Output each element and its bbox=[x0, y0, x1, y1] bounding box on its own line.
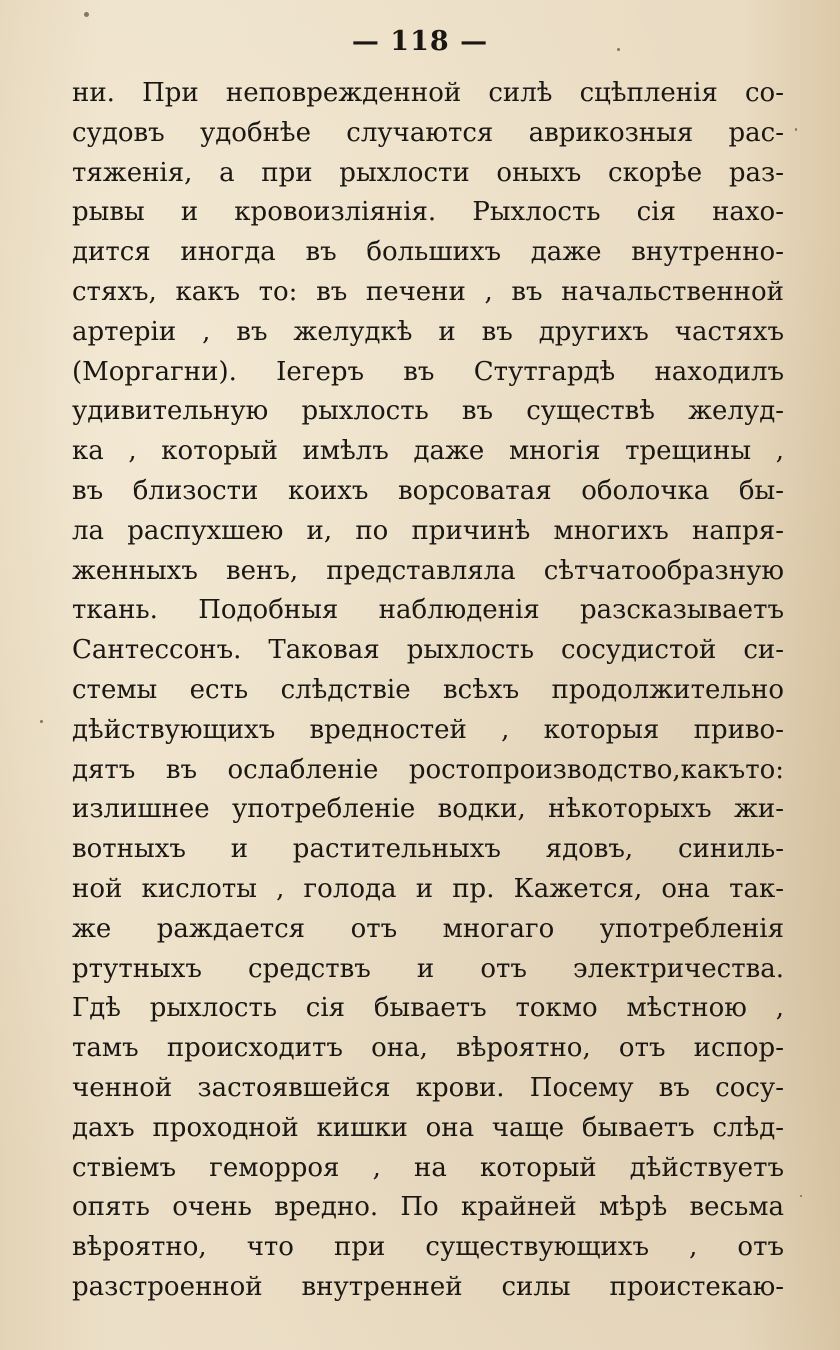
text-line: же раждается отъ многаго употребленія bbox=[72, 913, 784, 944]
text-line: дится иногда въ большихъ даже внутренно- bbox=[72, 237, 784, 268]
text-line: ни. При неповрежденной силѣ сцѣпленія со- bbox=[72, 78, 784, 108]
text-line: излишнее употребленіе водки, нѣкоторыхъ жи- bbox=[72, 794, 784, 825]
text-line: стяхъ, какъ то: въ печени , въ начальственной bbox=[72, 276, 784, 307]
text-line: опять очень вредно. По крайней мѣрѣ весьма bbox=[72, 1192, 784, 1223]
ink-speck bbox=[84, 12, 89, 17]
text-line: удивительную рыхлость въ существѣ желуд- bbox=[72, 396, 784, 427]
page-number: — 118 — bbox=[351, 26, 489, 57]
text-line: стемы есть слѣдствіе всѣхъ продолжительно bbox=[72, 674, 784, 705]
text-line: въ близости коихъ ворсоватая оболочка бы- bbox=[72, 475, 784, 506]
text-line: ткань. Подобныя наблюденія разсказываетъ bbox=[72, 595, 784, 626]
text-line: Сантессонъ. Таковая рыхлость сосудистой си- bbox=[72, 635, 784, 666]
text-line: ртутныхъ средствъ и отъ электричества. bbox=[72, 953, 784, 984]
text-line: артеріи , въ желудкѣ и въ другихъ частяхъ bbox=[72, 316, 784, 347]
text-line: рывы и кровоизліянія. Рыхлость сія нахо- bbox=[72, 197, 784, 228]
text-line: (Моргагни). Iегеръ въ Стутгардѣ находилъ bbox=[72, 356, 784, 387]
text-line: ствіемъ геморроя , на который дѣйствуетъ bbox=[72, 1152, 784, 1183]
text-line: судовъ удобнѣе случаются аврикозныя рас- bbox=[72, 117, 784, 148]
text-line: дятъ въ ослабленіе ростопроизводство,какъто: bbox=[72, 754, 784, 785]
text-line: вотныхъ и растительныхъ ядовъ, синиль- bbox=[72, 834, 784, 865]
body-text bbox=[72, 74, 784, 1308]
text-line: ной кислоты , голода и пр. Кажется, она так- bbox=[72, 873, 784, 904]
text-line: ка , который имѣлъ даже многія трещины , bbox=[72, 436, 784, 467]
text-line: тяженія, а при рыхлости оныхъ скорѣе раз- bbox=[72, 157, 784, 188]
text-line: дахъ проходной кишки она чаще бываетъ слѣд- bbox=[72, 1112, 784, 1143]
ink-speck bbox=[40, 720, 43, 723]
text-line: тамъ происходитъ она, вѣроятно, отъ испор- bbox=[72, 1033, 784, 1064]
text-line: вѣроятно, что при существующихъ , отъ bbox=[72, 1232, 784, 1263]
text-line: Гдѣ рыхлость сія бываетъ токмо мѣстною , bbox=[72, 993, 784, 1024]
text-line: ченной застоявшейся крови. Посему въ сосу- bbox=[72, 1072, 784, 1103]
text-line: дѣйствующихъ вредностей , которыя приво- bbox=[72, 714, 784, 745]
ink-speck bbox=[795, 128, 797, 131]
ink-speck bbox=[800, 1195, 802, 1197]
text-line: ла распухшею и, по причинѣ многихъ напря- bbox=[72, 515, 784, 546]
text-line: женныхъ венъ, представляла сѣтчатообразную bbox=[72, 555, 784, 586]
text-line: разстроенной внутренней силы проистекаю- bbox=[72, 1271, 784, 1302]
